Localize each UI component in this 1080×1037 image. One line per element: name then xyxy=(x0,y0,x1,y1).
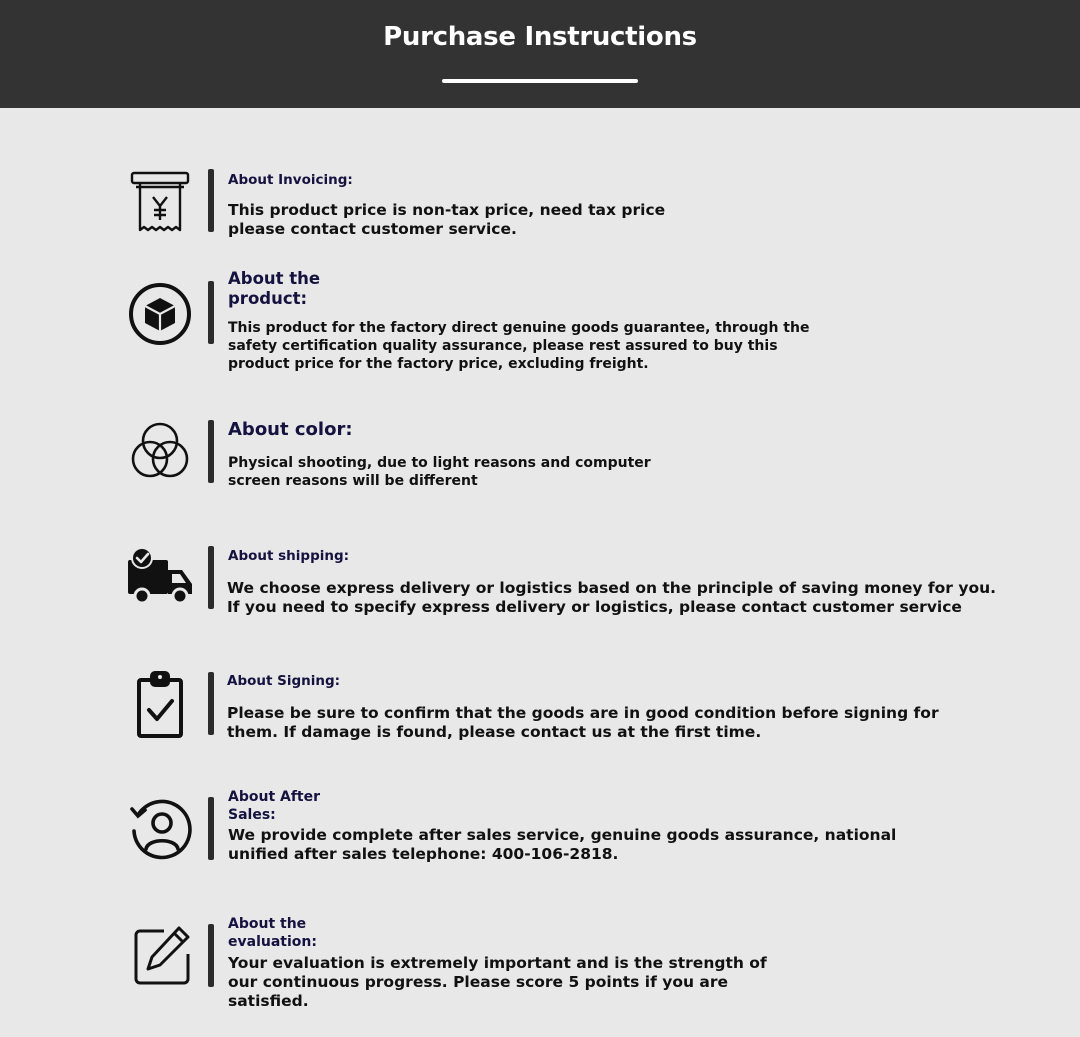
delivery-truck-icon xyxy=(122,540,198,616)
item-title: About the evaluation: xyxy=(228,916,317,950)
item-title: About color: xyxy=(228,419,353,440)
item-text: This product for the factory direct genuine goods guarantee, through the safety certification quality assurance, please rest assured to buy this product price for the factory price, excluding freight. xyxy=(228,320,810,372)
divider-bar xyxy=(208,169,214,232)
edit-pencil-icon xyxy=(122,916,198,992)
item-text: Your evaluation is extremely important and is the strength of our continuous progress. Please score 5 points if you are satisfied. xyxy=(228,954,767,1010)
receipt-yen-icon xyxy=(122,168,198,244)
divider-bar xyxy=(208,672,214,735)
item-text: We choose express delivery or logistics based on the principle of saving money for you. If you need to specify express delivery or logistics, please contact customer service xyxy=(227,579,997,616)
item-title: About shipping: xyxy=(228,548,350,564)
divider-bar xyxy=(208,281,214,344)
color-circles-icon xyxy=(122,415,198,491)
box-icon xyxy=(122,276,198,352)
clipboard-check-icon xyxy=(122,666,198,742)
item-title: About After Sales: xyxy=(228,789,321,823)
title-underline xyxy=(442,79,638,83)
header xyxy=(0,0,1080,108)
item-text: Please be sure to confirm that the goods are in good condition before signing for them. If damage is found, please contact us at the first time. xyxy=(227,704,939,741)
divider-bar xyxy=(208,420,214,483)
item-title: About Invoicing: xyxy=(228,172,353,188)
divider-bar xyxy=(208,924,214,987)
divider-bar xyxy=(208,797,214,860)
divider-bar xyxy=(208,546,214,609)
item-title: About the product: xyxy=(228,269,321,308)
item-title: About Signing: xyxy=(227,673,341,689)
item-text: Physical shooting, due to light reasons and computer screen reasons will be different xyxy=(228,455,651,489)
user-refresh-icon xyxy=(122,791,198,867)
page-title: Purchase Instructions xyxy=(383,22,697,52)
item-text: We provide complete after sales service, genuine goods assurance, national unified after sales telephone: 400-106-2818. xyxy=(228,826,897,863)
item-text: This product price is non-tax price, need tax price please contact customer service. xyxy=(228,201,666,238)
